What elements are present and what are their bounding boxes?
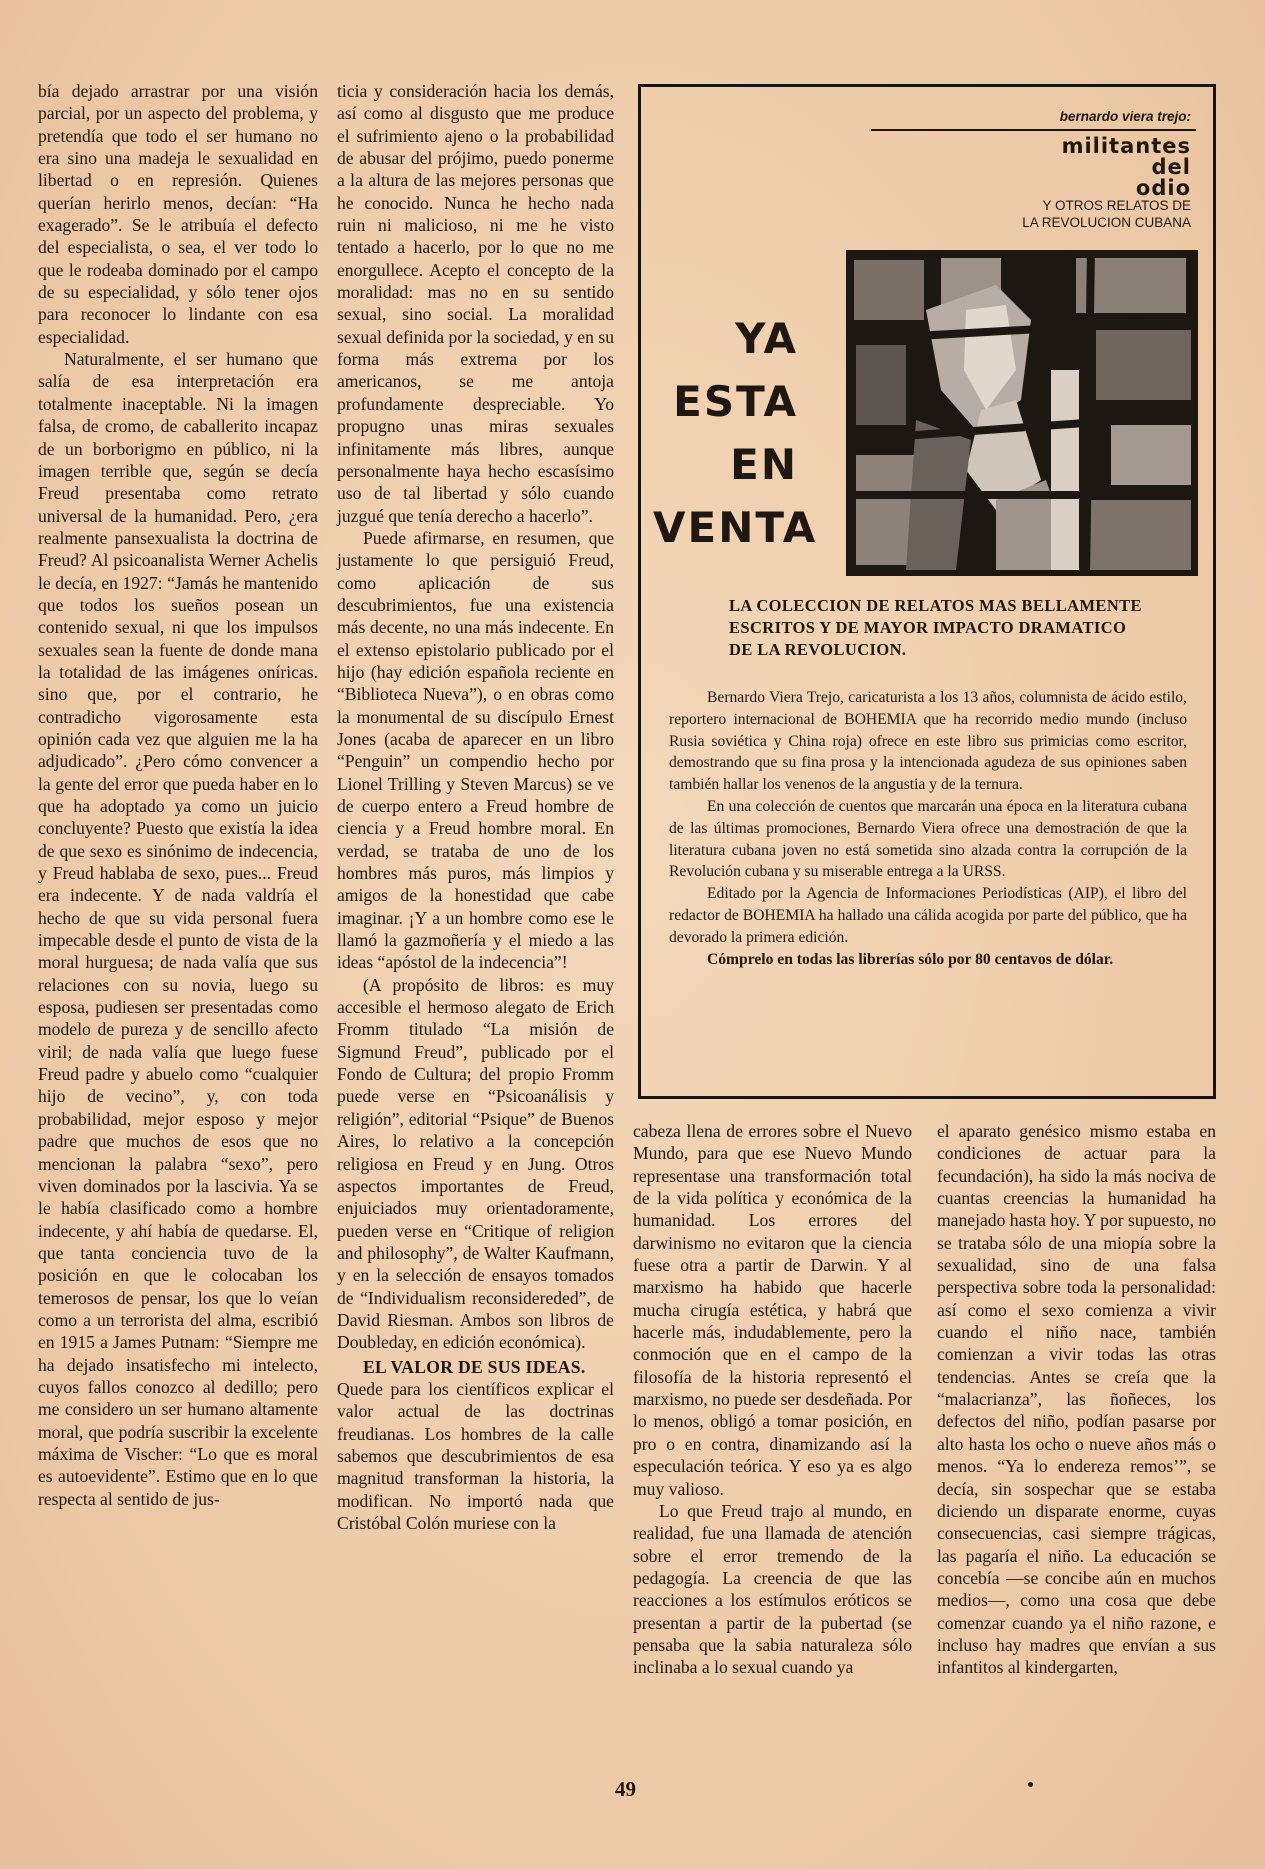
ad-tagline: LA COLECCION DE RELATOS MAS BELLAMENTE ESCRITOS Y DE MAYOR IMPACTO DRAMATICO DE LA REVOLUCION.: [729, 596, 1142, 659]
ad-buy-line: Cómprelo en todas las librerías sólo por 80 centavos de dólar.: [707, 950, 1114, 968]
ad-divider: [871, 129, 1196, 131]
subtitle-line: LA REVOLUCION CUBANA: [1022, 215, 1191, 230]
paragraph: Lo que Freud trajo al mundo, en realidad, fue una llamada de atención sobre el error tremendo de la pedagogía. La creencia de que las reacciones a los estímulos eróticos se presentan a partir de la pubertad (se pensaba que la sabia naturaleza sólo inclinaba a lo sexual cuando ya: [633, 1500, 912, 1678]
paragraph: Quede para los científicos explicar el valor actual de las doctrinas freudianas. Los hombres de la calle sabemos que descubrimientos de esa magnitud transforman la historia, la modifican. No importó nada que Cristóbal Colón muriese con la: [337, 1378, 614, 1533]
ad-paragraph: En una colección de cuentos que marcarán una época en la literatura cubana de las últimas promociones, Bernardo Viera ofrece una demostración de que la literatura cubana joven no está sometida sino alzada contra la corrupción de la Revolución cubana y su miserable entrega a la URSS.: [669, 797, 1187, 881]
book-title-line: del: [1151, 155, 1191, 179]
paragraph: ticia y consideración hacia los demás, así como al disgusto que me produce el sufrimiento ajeno o la probabilidad de abusar del prójimo, puedo ponerme a la altura de las mejores personas que he conocido. Nunca he hecho nada ruin ni malicioso, ni me he visto tentado a hacerlo, por lo que no me enorgullece. Acepto el concepto de la moralidad: mas no en su sentido sexual, sino social. La moralidad sexual definida por la sociedad, y en su forma más extrema por los americanos, se me antoja profundamente despreciable. Yo propugno unas miras sexuales infinitamente más libres, aunque personalmente haya hecho escasísimo uso de tal libertad y sólo cuando juzgué que tenía derecho a hacerlo”.: [337, 81, 614, 526]
ad-headline: [653, 307, 818, 559]
ad-author: bernardo viera trejo:: [1059, 109, 1191, 124]
article-column-2: [337, 80, 614, 1534]
paragraph: Naturalmente, el ser humano que salía de esa interpretación era totalmente inaceptable. Ni la imagen falsa, de cromo, de caballerito incapaz de un borborigmo en público, ni la imagen terrible que, según se decía Freud presentaba como retrato universal de la humanidad. Pero, ¿era realmente pansexualista la doctrina de Freud? Al psicoanalista Werner Achelis le decía, en 1927: “Jamás he mantenido que todos los sueños posean un contenido sexual, ni que los impulsos sexuales sean la fuente de donde mana la totalidad de las imágenes oníricas. sino que, por el contrario, he contradicho vigorosamente esta opinión cada vez que alguien me la ha adjudicado”. ¿Pero cómo convencer a la gente del error que pueda haber en lo que ha adoptado ya como un juicio concluyente? Puesto que existía la idea de que sexo es sinónimo de indecencia, y Freud hablaba de sexo, pues... Freud era indecente. Y de nada valdría el hecho de que su vida personal fuera impecable desde el punto de vista de la moral hurguesa; de nada valía que sus relaciones con su novia, luego su esposa, pudiesen ser presentadas como modelo de pureza y de sencillo afecto viril; de nada valía que luego fuese Freud padre y abuelo como “cualquier hijo de vecino”, y, con toda probabilidad, mejor esposo y mejor padre que muchos de esos que no mencionan la palabra “sexo”, pero viven dominados por la lascivia. Ya se le había clasificado como a hombre indecente, y ahí había de quedarse. El, que tanta conciencia tuvo de la posición en que le colocaban los temerosos de pensar, los que lo veían como a un terrorista del alma, escribió en 1915 a James Putnam: “Siempre me ha dejado insatisfecho mi intelecto, cuyos fallos conozco al dedillo; pero me considero un ser humano altamente moral, que podría suscribir la excelente máxima de Vischer: “Lo que es moral es autoevidente”. Estimo que en lo que respecta al sentido de jus-: [38, 349, 318, 1509]
book-advertisement: [638, 84, 1216, 1099]
paragraph: el aparato genésico mismo estaba en condiciones de actuar para la fecundación), ha sido la más nociva de cuantas creencias la humanidad ha manejado hasta hoy. Y por supuesto, no se trataba sólo de una miopía sobre la sexualidad, sino de una falsa perspectiva sobre toda la personalidad: así como el sexo comienza a vivir cuando el niño nace, también comienzan a vivir todas las otras tendencias. Antes se creía que la “malacrianza”, las ñoñeces, los defectos del niño, podían pasarse por alto hasta los ocho o nueve años más o menos. “Ya lo endereza remos’”, se decía, sin sospechar que se estaba diciendo un disparate enorme, cuyas consecuencias, casi siempre trágicas, las pagaría el niño. La educación se concebía —se concibe aún en muchos medios—, como una cosa que debe comenzar cuando ya el niño razone, e incluso hay madres que envían a sus infantitos al kindergarten,: [937, 1121, 1216, 1678]
paragraph: cabeza llena de errores sobre el Nuevo Mundo, para que ese Nuevo Mundo representase una transformación total de la vida política y económica de la humanidad. Los errores del darwinismo no evitaron que la ciencia fuese otra a partir de Darwin. Y al marxismo ha habido que hacerle mucha cirugía estética, y habrá que hacerle más, indudablemente, pero la conmoción que en el campo de la filosofía de la historia representó el marxismo, no puede ser desdeñada. Por lo menos, obligó a tomar posición, en pro o en contra, dinamizando así la especulación teórica. Y eso ya es algo muy valioso.: [633, 1121, 912, 1499]
ad-book-title: [991, 136, 1191, 199]
ad-body: [669, 687, 1187, 970]
ad-book-subtitle: [931, 197, 1191, 231]
paragraph: Puede afirmarse, en resumen, que justamente lo que persiguió Freud, como aplicación de sus descubrimientos, fue una existencia más decente, no una más indecente. En el extenso epistolario publicado por el hijo (hay edición española reciente en “Biblioteca Nueva”), o en obras como la monumental de su discípulo Ernest Jones (acaba de aparecer en un libro “Penguin” un compendio hecho por Lionel Trilling y Steven Marcus) se ve de cuerpo entero a Freud hombre de ciencia y a Freud hombre moral. En verdad, se trataba de uno de los hombres más puros, más limpios y amigos de la honestidad que cabe imaginar. ¡Y a un hombre como ese le llamó la gazmoñería y el miedo a las ideas “apóstol de la indecencia”!: [337, 527, 614, 973]
book-title-line: odio: [1135, 176, 1191, 200]
headline-line: EN: [730, 440, 798, 489]
paragraph: (A propósito de libros: es muy accesible el hermoso alegato de Erich Fromm titulado “La misión de Sigmund Freud”, publicado por el Fondo de Cultura; del propio Fromm puede verse en “Psicoanálisis y religión”, editorial “Psique” de Buenos Aires, lo relativo a la concepción religiosa en Freud y en Jung. Otros aspectos importantes de Freud, enjuiciados muy orientadoramente, pueden verse en “Critique of religion and philosophy”, de Walter Kaufmann, y en la selección de ensayos tomados de “Individualism reconsidereded”, de David Riesman. Ambos son libros de Doubleday, en edición económica).: [337, 974, 614, 1353]
paragraph: bía dejado arrastrar por una visión parcial, por un aspecto del problema, y pretendía que todo el ser humano no era sino una madeja le sexualidad en libertad o en represión. Quienes querían herirlo menos, decían: “Ha exagerado”. Se le atribuía el defecto del especialista, o sea, el ver todo lo que le rodeaba dominado por el campo de su especialidad, y sólo tener ojos para reconocer lo lindante con esa especialidad.: [38, 81, 318, 347]
headline-line: YA: [735, 314, 798, 363]
article-column-4: [937, 1120, 1216, 1679]
headline-line: VENTA: [653, 503, 818, 552]
article-column-3: [633, 1120, 912, 1679]
ad-paragraph: Bernardo Viera Trejo, caricaturista a los 13 años, columnista de ácido estilo, reportero internacional de BOHEMIA que ha recorrido medio mundo (incluso Rusia soviética y China roja) ofrece en este libro sus primicias como escritor, demostrando que su fina prosa y la intencionada agudeza de sus opiniones saben también hallar los venenos de la angustia y de la ternura.: [669, 689, 1187, 794]
section-subhead: EL VALOR DE SUS IDEAS.: [363, 1356, 586, 1377]
cover-art-icon: [846, 250, 1198, 576]
article-column-1: [38, 80, 318, 1510]
ad-paragraph: Editado por la Agencia de Informaciones Periodísticas (AIP), el libro del redactor de BOHEMIA ha hallado una cálida acogida por parte del público, que ha devorado la primera edición.: [669, 885, 1187, 946]
book-cover-illustration: [846, 250, 1198, 576]
subtitle-line: Y OTROS RELATOS DE: [1042, 198, 1191, 213]
book-title-line: militantes: [1061, 134, 1191, 158]
headline-line: ESTA: [673, 377, 798, 426]
end-mark-icon: [1028, 1782, 1033, 1787]
page-number: 49: [615, 1777, 636, 1801]
